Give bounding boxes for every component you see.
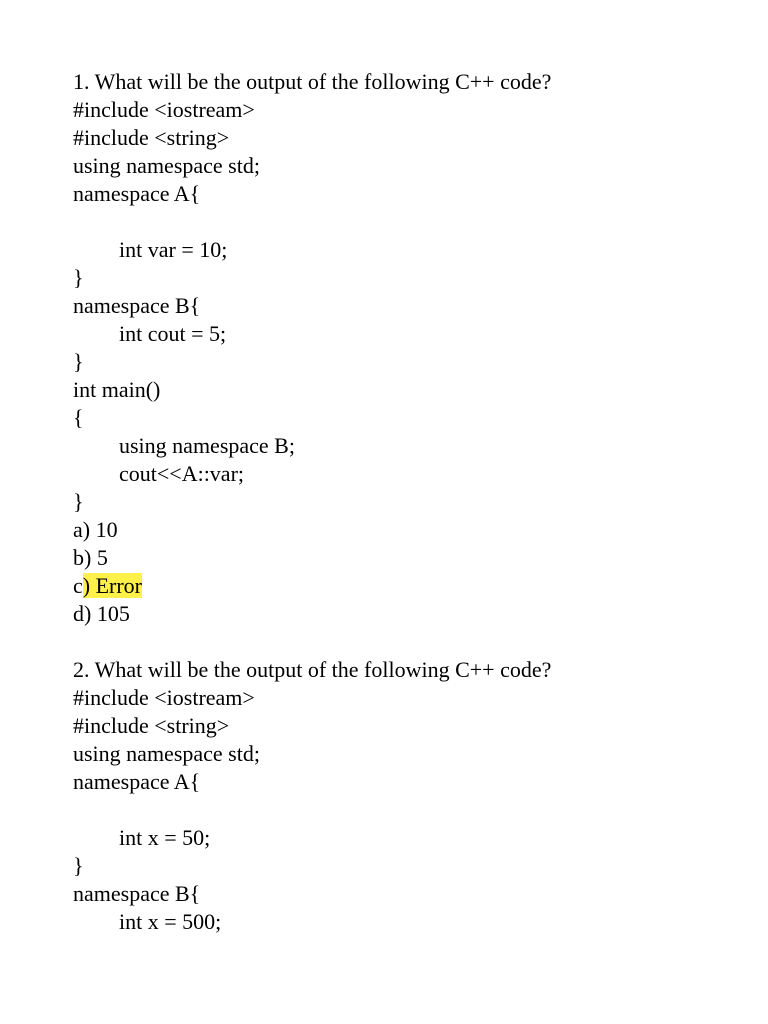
- code-line: #include <iostream>: [73, 685, 255, 710]
- blank-line: [73, 208, 733, 236]
- option-d: d) 105: [73, 601, 130, 626]
- code-line: int var = 10;: [119, 237, 228, 262]
- code-line: int x = 500;: [119, 909, 222, 934]
- option-c: [73, 572, 733, 600]
- option-b: b) 5: [73, 545, 108, 570]
- code-line: int x = 50;: [119, 825, 211, 850]
- code-line: namespace A{: [73, 769, 201, 794]
- code-line: }: [73, 265, 84, 290]
- code-line: cout<<A::var;: [119, 461, 245, 486]
- question-1-text: 1. What will be the output of the following C++ code?: [73, 69, 552, 94]
- code-line: using namespace std;: [73, 153, 260, 178]
- code-line: using namespace B;: [119, 433, 295, 458]
- code-line: #include <string>: [73, 713, 230, 738]
- document-page: [73, 68, 733, 936]
- option-c-prefix: c: [73, 573, 83, 598]
- code-line: namespace B{: [73, 293, 201, 318]
- question-2-text: 2. What will be the output of the following C++ code?: [73, 657, 552, 682]
- code-line: namespace B{: [73, 881, 201, 906]
- code-line: using namespace std;: [73, 741, 260, 766]
- code-line: {: [73, 405, 84, 430]
- code-line: #include <string>: [73, 125, 230, 150]
- option-c-highlighted-answer: ) Error: [82, 573, 143, 598]
- code-line: int main(): [73, 377, 161, 402]
- code-line: int cout = 5;: [119, 321, 227, 346]
- code-line: namespace A{: [73, 181, 201, 206]
- question-2: [73, 656, 733, 936]
- code-line: }: [73, 853, 84, 878]
- code-line: }: [73, 349, 84, 374]
- code-line: }: [73, 489, 84, 514]
- code-line: #include <iostream>: [73, 97, 255, 122]
- blank-line: [73, 796, 733, 824]
- blank-line: [73, 628, 733, 656]
- option-a: a) 10: [73, 517, 118, 542]
- question-1: [73, 68, 733, 628]
